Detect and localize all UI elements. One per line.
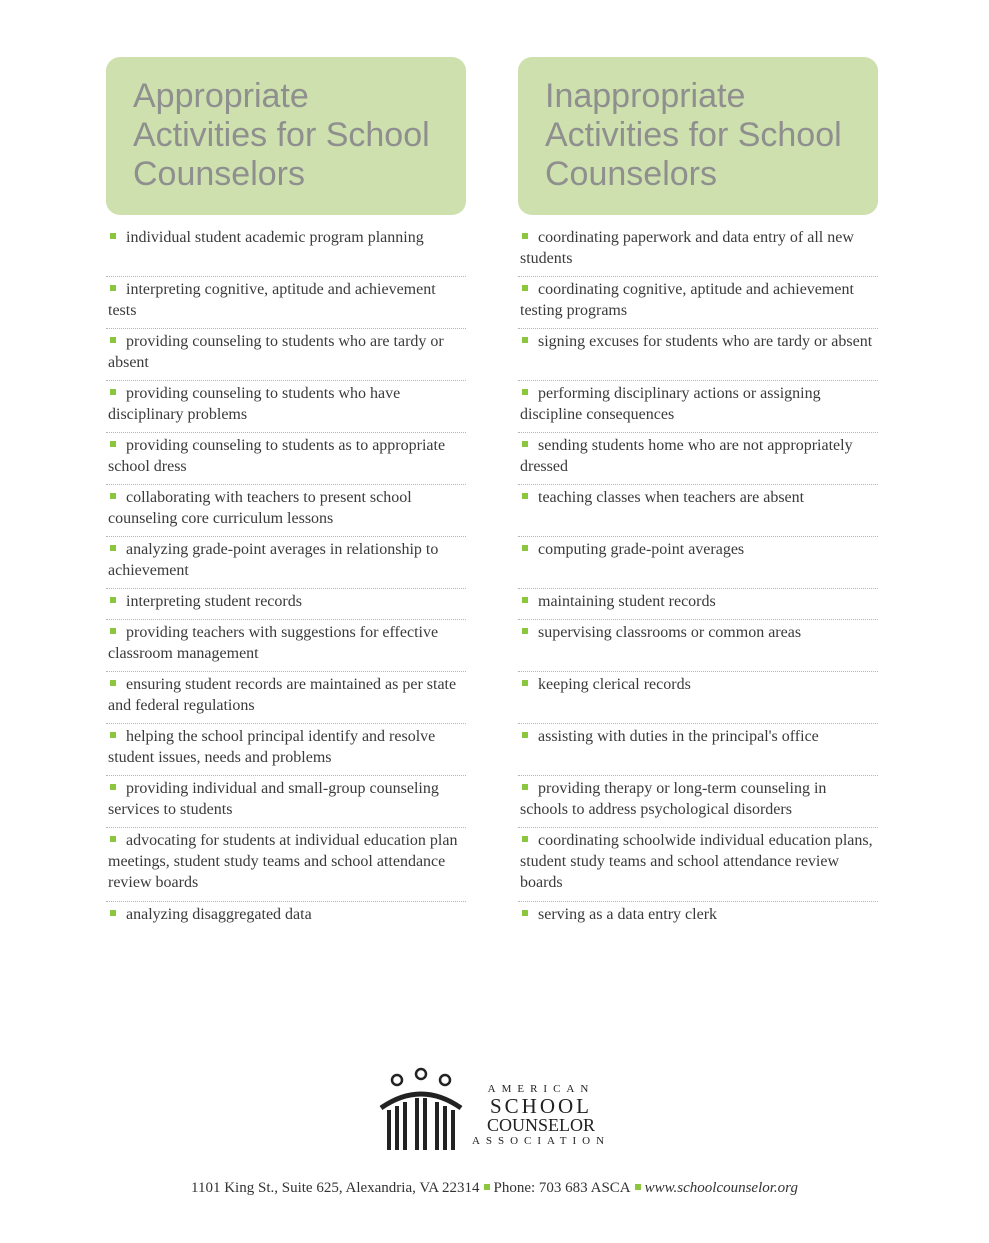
bullet-icon bbox=[110, 597, 116, 603]
inappropriate-list bbox=[518, 225, 878, 933]
bullet-icon bbox=[522, 389, 528, 395]
list-item: signing excuses for students who are tardy or absent bbox=[518, 329, 878, 381]
list-item: maintaining student records bbox=[518, 589, 878, 620]
bullet-icon bbox=[522, 597, 528, 603]
inappropriate-title: Inappropriate Activities for School Counselors bbox=[545, 77, 842, 193]
list-item: coordinating cognitive, aptitude and achievement testing programs bbox=[518, 277, 878, 329]
footer-url[interactable]: www.schoolcounselor.org bbox=[644, 1180, 798, 1196]
list-item: serving as a data entry clerk bbox=[518, 902, 878, 933]
bullet-icon bbox=[522, 493, 528, 499]
footer-address: 1101 King St., Suite 625, Alexandria, VA 22314 bbox=[191, 1180, 480, 1196]
bullet-icon bbox=[522, 441, 528, 447]
list-item: supervising classrooms or common areas bbox=[518, 620, 878, 672]
bullet-icon bbox=[110, 680, 116, 686]
bullet-icon bbox=[110, 784, 116, 790]
bullet-icon bbox=[522, 285, 528, 291]
bullet-icon bbox=[522, 784, 528, 790]
bullet-icon bbox=[110, 233, 116, 239]
bullet-icon bbox=[110, 389, 116, 395]
list-item: keeping clerical records bbox=[518, 672, 878, 724]
bullet-icon bbox=[522, 732, 528, 738]
list-item: coordinating paperwork and data entry of all new students bbox=[518, 225, 878, 277]
list-item: collaborating with teachers to present school counseling core curriculum lessons bbox=[106, 485, 466, 537]
bullet-icon bbox=[522, 545, 528, 551]
list-item: analyzing disaggregated data bbox=[106, 902, 466, 933]
inappropriate-column bbox=[518, 57, 878, 933]
footer-phone: Phone: 703 683 ASCA bbox=[493, 1180, 631, 1196]
list-item: providing counseling to students who are tardy or absent bbox=[106, 329, 466, 381]
bullet-icon bbox=[522, 910, 528, 916]
bullet-icon bbox=[522, 836, 528, 842]
bullet-icon bbox=[110, 441, 116, 447]
list-item: interpreting cognitive, aptitude and achievement tests bbox=[106, 277, 466, 329]
bullet-icon bbox=[522, 233, 528, 239]
bullet-icon bbox=[110, 628, 116, 634]
inappropriate-header bbox=[518, 57, 878, 215]
bullet-icon bbox=[522, 628, 528, 634]
list-item: helping the school principal identify and resolve student issues, needs and problems bbox=[106, 724, 466, 776]
list-item: sending students home who are not appropriately dressed bbox=[518, 433, 878, 485]
list-item: individual student academic program planning bbox=[106, 225, 466, 277]
bullet-icon bbox=[110, 910, 116, 916]
list-item: interpreting student records bbox=[106, 589, 466, 620]
list-item: teaching classes when teachers are absent bbox=[518, 485, 878, 537]
list-item: providing therapy or long-term counseling in schools to address psychological disorders bbox=[518, 776, 878, 828]
asca-wordmark: AMERICAN SCHOOL COUNSELOR ASSOCIATION bbox=[471, 1083, 611, 1147]
appropriate-list bbox=[106, 225, 466, 933]
list-item: analyzing grade-point averages in relationship to achievement bbox=[106, 537, 466, 589]
appropriate-header bbox=[106, 57, 466, 215]
separator-icon bbox=[484, 1184, 490, 1190]
list-item: providing teachers with suggestions for effective classroom management bbox=[106, 620, 466, 672]
list-item: providing individual and small-group counseling services to students bbox=[106, 776, 466, 828]
list-item: providing counseling to students who have disciplinary problems bbox=[106, 381, 466, 433]
bullet-icon bbox=[522, 680, 528, 686]
appropriate-title: Appropriate Activities for School Counselors bbox=[133, 77, 430, 193]
bullet-icon bbox=[110, 337, 116, 343]
list-item: performing disciplinary actions or assigning discipline consequences bbox=[518, 381, 878, 433]
bullet-icon bbox=[110, 493, 116, 499]
list-item: computing grade-point averages bbox=[518, 537, 878, 589]
asca-figures-icon bbox=[375, 1066, 467, 1156]
list-item: coordinating schoolwide individual education plans, student study teams and school attendance review boards bbox=[518, 828, 878, 902]
list-item: advocating for students at individual education plan meetings, student study teams and school attendance review boards bbox=[106, 828, 466, 902]
bullet-icon bbox=[110, 285, 116, 291]
separator-icon bbox=[635, 1184, 641, 1190]
list-item: providing counseling to students as to appropriate school dress bbox=[106, 433, 466, 485]
appropriate-column bbox=[106, 57, 466, 933]
footer bbox=[0, 1180, 989, 1197]
list-item: assisting with duties in the principal's office bbox=[518, 724, 878, 776]
list-item: ensuring student records are maintained as per state and federal regulations bbox=[106, 672, 466, 724]
bullet-icon bbox=[110, 545, 116, 551]
bullet-icon bbox=[522, 337, 528, 343]
bullet-icon bbox=[110, 732, 116, 738]
bullet-icon bbox=[110, 836, 116, 842]
asca-logo bbox=[375, 1066, 615, 1156]
